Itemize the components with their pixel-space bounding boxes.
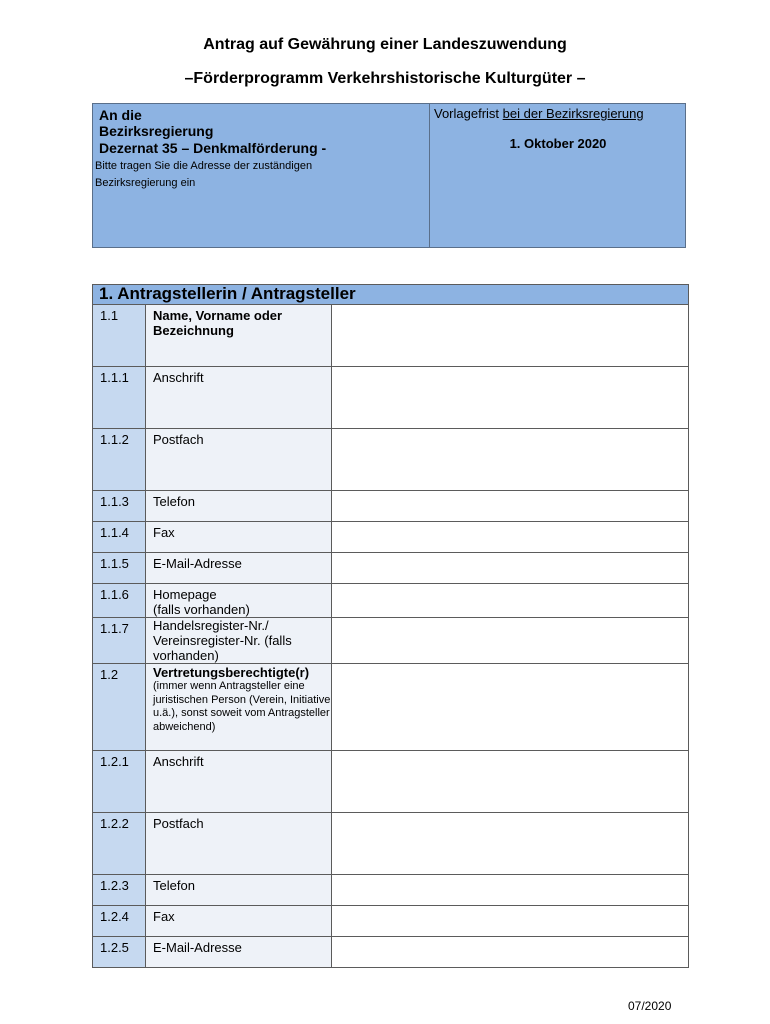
row-number: 1.1.5: [93, 553, 146, 584]
row-label: Fax: [146, 906, 332, 937]
representative-po-box-field[interactable]: [332, 813, 689, 875]
phone-field[interactable]: [332, 491, 689, 522]
row-number: 1.1.4: [93, 522, 146, 553]
deadline-label: [434, 106, 644, 121]
table-row: [93, 906, 689, 937]
name-field[interactable]: [332, 305, 689, 367]
row-label: Telefon: [146, 491, 332, 522]
email-field[interactable]: [332, 553, 689, 584]
row-number: 1.1.2: [93, 429, 146, 491]
row-label: Anschrift: [146, 751, 332, 813]
representative-fax-field[interactable]: [332, 906, 689, 937]
address-box: [92, 103, 686, 248]
table-row: [93, 491, 689, 522]
row-number: 1.2.5: [93, 937, 146, 968]
table-row: [93, 813, 689, 875]
section-title: 1. Antragstellerin / Antragsteller: [93, 285, 689, 305]
row-label: E-Mail-Adresse: [146, 553, 332, 584]
register-number-field[interactable]: [332, 618, 689, 664]
address-field[interactable]: [332, 367, 689, 429]
row-number: 1.1.7: [93, 618, 146, 664]
deadline-prefix: Vorlagefrist: [434, 106, 503, 121]
row-number: 1.2: [93, 664, 146, 751]
label-text: Vertretungsberechtigte(r): [153, 665, 310, 680]
row-number: 1.1.1: [93, 367, 146, 429]
row-number: 1.1.6: [93, 584, 146, 618]
fax-field[interactable]: [332, 522, 689, 553]
table-row: [93, 367, 689, 429]
table-row: [93, 937, 689, 968]
table-row: [93, 618, 689, 664]
table-row: [93, 875, 689, 906]
applicant-form-table: [92, 284, 689, 968]
row-label: Handelsregister-Nr./ Vereinsregister-Nr. (falls vorhanden): [146, 618, 332, 664]
row-label: [146, 664, 332, 751]
label-text: Name, Vorname oder Bezeichnung: [153, 308, 283, 338]
row-label: [146, 305, 332, 367]
table-row: [93, 522, 689, 553]
table-row: [93, 305, 689, 367]
row-number: 1.2.2: [93, 813, 146, 875]
row-label: Anschrift: [146, 367, 332, 429]
row-label: Postfach: [146, 813, 332, 875]
document-title: Antrag auf Gewährung einer Landeszuwendung: [203, 36, 567, 53]
row-label: E-Mail-Adresse: [146, 937, 332, 968]
table-row: [93, 429, 689, 491]
label-note: (immer wenn Antragsteller eine juristischen Person (Verein, Initiative u.ä.), sonst soweit vom Antragsteller abweichend): [153, 680, 331, 733]
table-row: [93, 584, 689, 618]
table-row: [93, 553, 689, 584]
homepage-field[interactable]: [332, 584, 689, 618]
po-box-field[interactable]: [332, 429, 689, 491]
representative-address-field[interactable]: [332, 751, 689, 813]
deadline-date: 1. Oktober 2020: [509, 136, 607, 151]
table-row: [93, 751, 689, 813]
recipient-address-field[interactable]: [93, 104, 430, 247]
table-row: [93, 664, 689, 751]
row-number: 1.1.3: [93, 491, 146, 522]
row-label: Homepage (falls vorhanden): [146, 584, 332, 618]
row-label: Telefon: [146, 875, 332, 906]
row-number: 1.2.3: [93, 875, 146, 906]
row-number: 1.2.1: [93, 751, 146, 813]
address-hint: Bitte tragen Sie die Adresse der zuständigen Bezirksregierung ein: [95, 160, 313, 189]
representative-field[interactable]: [332, 664, 689, 751]
row-number: 1.2.4: [93, 906, 146, 937]
recipient-line-1: An die: [99, 107, 142, 123]
row-label: Postfach: [146, 429, 332, 491]
recipient-line-3: Dezernat 35 – Denkmalförderung -: [99, 140, 327, 156]
row-label: Fax: [146, 522, 332, 553]
form-version: 07/2020: [628, 999, 672, 1013]
recipient-line-2: Bezirksregierung: [99, 123, 214, 139]
representative-phone-field[interactable]: [332, 875, 689, 906]
representative-email-field[interactable]: [332, 937, 689, 968]
row-number: 1.1: [93, 305, 146, 367]
document-subtitle: –Förderprogramm Verkehrshistorische Kulturgüter –: [184, 70, 586, 87]
deadline-authority: bei der Bezirksregierung: [502, 106, 644, 121]
